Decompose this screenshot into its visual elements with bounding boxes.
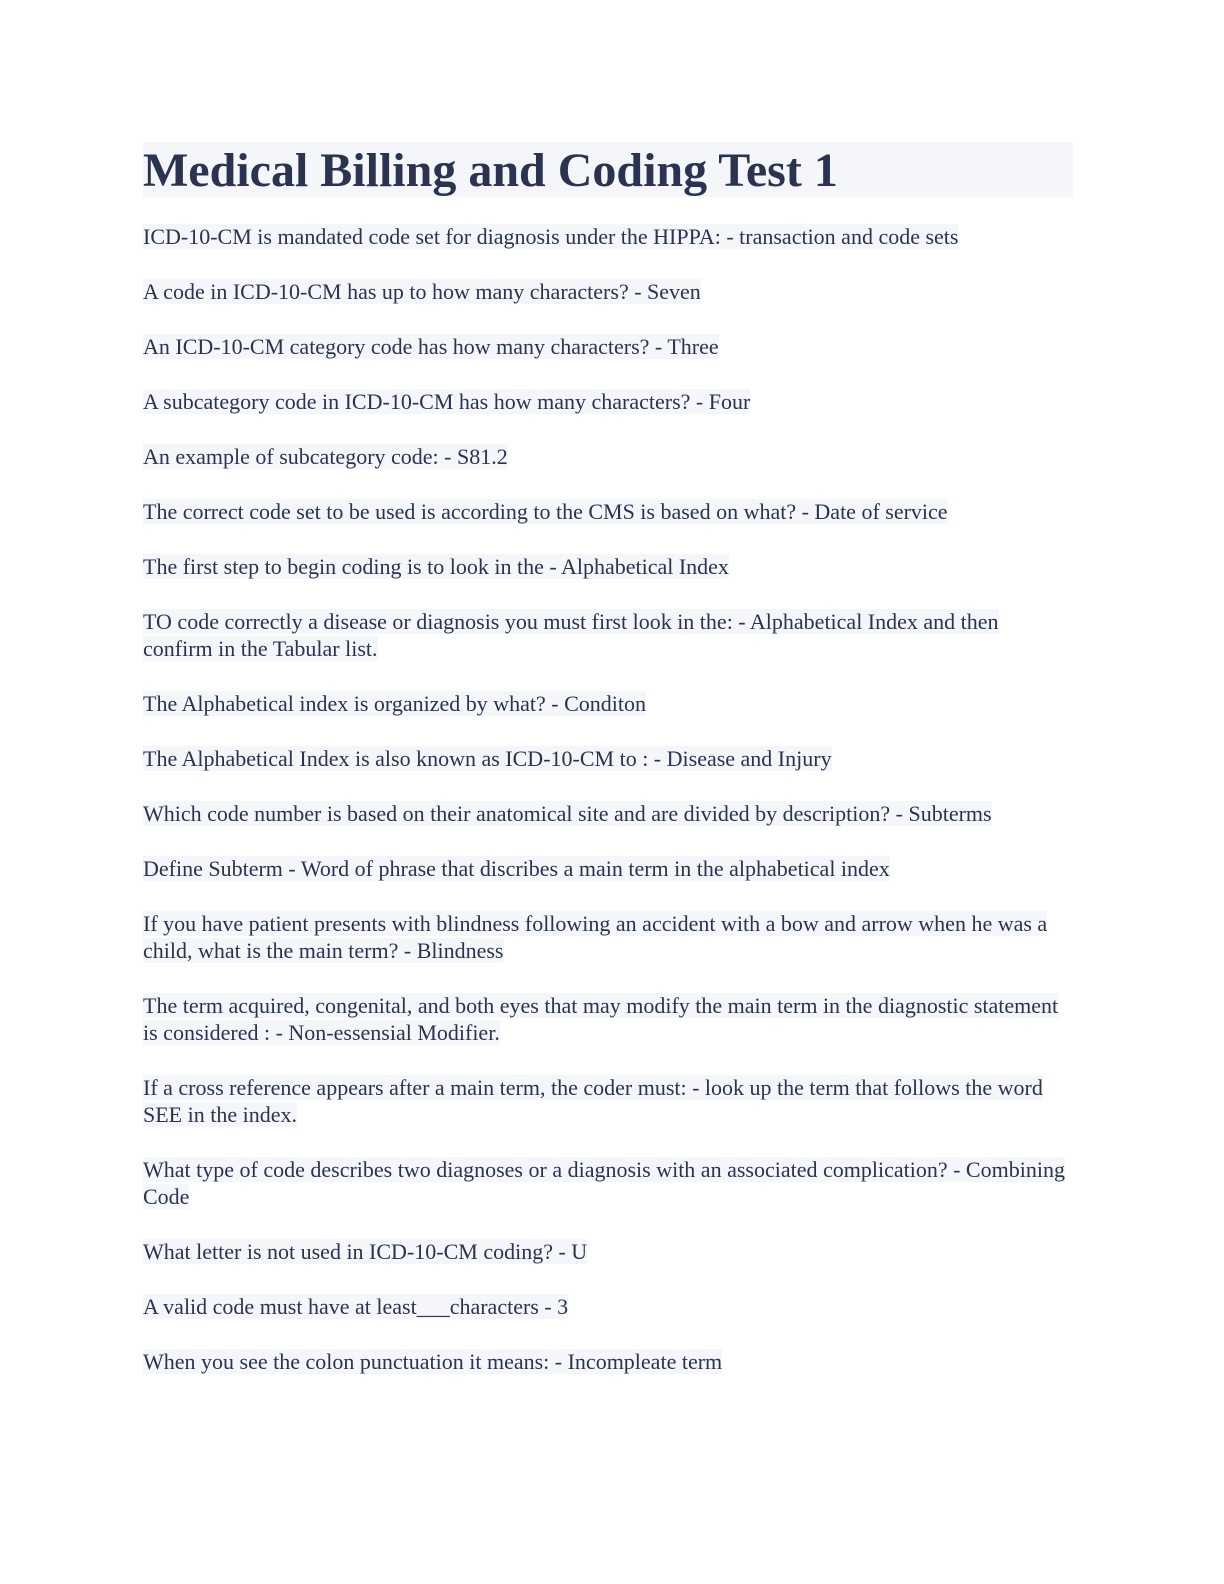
qa-text: The Alphabetical Index is also known as ICD-10-CM to : - Disease and Injury bbox=[143, 746, 832, 771]
qa-text: A code in ICD-10-CM has up to how many characters? - Seven bbox=[143, 279, 701, 304]
qa-text: The Alphabetical index is organized by what? - Conditon bbox=[143, 691, 647, 716]
qa-item bbox=[143, 608, 1073, 662]
qa-item bbox=[143, 1293, 1073, 1320]
qa-item bbox=[143, 690, 1073, 717]
title-block bbox=[143, 142, 1073, 197]
qa-text: ICD-10-CM is mandated code set for diagnosis under the HIPPA: - transaction and code sets bbox=[143, 224, 959, 249]
qa-text: When you see the colon punctuation it means: - Incompleate term bbox=[143, 1349, 723, 1374]
qa-text: A valid code must have at least___characters - 3 bbox=[143, 1294, 569, 1319]
qa-text: The first step to begin coding is to look in the - Alphabetical Index bbox=[143, 554, 729, 579]
page-title: Medical Billing and Coding Test 1 bbox=[143, 144, 838, 197]
qa-item bbox=[143, 745, 1073, 772]
qa-item bbox=[143, 498, 1073, 525]
document-page bbox=[143, 142, 1073, 1403]
qa-text: TO code correctly a disease or diagnosis you must first look in the: - Alphabetical Index and then confirm in the Tabular list. bbox=[143, 609, 999, 661]
qa-item bbox=[143, 278, 1073, 305]
qa-item bbox=[143, 333, 1073, 360]
qa-text: A subcategory code in ICD-10-CM has how many characters? - Four bbox=[143, 389, 751, 414]
qa-text: What type of code describes two diagnoses or a diagnosis with an associated complication? - Combining Code bbox=[143, 1157, 1065, 1209]
qa-item bbox=[143, 223, 1073, 250]
qa-item bbox=[143, 1156, 1073, 1210]
qa-item bbox=[143, 800, 1073, 827]
qa-item bbox=[143, 443, 1073, 470]
qa-item bbox=[143, 553, 1073, 580]
qa-text: Which code number is based on their anatomical site and are divided by description? - Subterms bbox=[143, 801, 992, 826]
qa-item bbox=[143, 1074, 1073, 1128]
qa-item bbox=[143, 1348, 1073, 1375]
qa-text: If you have patient presents with blindness following an accident with a bow and arrow when he was a child, what is the main term? - Blindness bbox=[143, 911, 1048, 963]
qa-text: The correct code set to be used is according to the CMS is based on what? - Date of service bbox=[143, 499, 948, 524]
qa-item bbox=[143, 1238, 1073, 1265]
qa-text: An example of subcategory code: - S81.2 bbox=[143, 444, 508, 469]
qa-item bbox=[143, 855, 1073, 882]
qa-item bbox=[143, 910, 1073, 964]
qa-text: The term acquired, congenital, and both eyes that may modify the main term in the diagnostic statement is considered : - Non-essensial Modifier. bbox=[143, 993, 1059, 1045]
qa-text: If a cross reference appears after a main term, the coder must: - look up the term that follows the word SEE in the index. bbox=[143, 1075, 1043, 1127]
qa-list bbox=[143, 223, 1073, 1375]
qa-text: Define Subterm - Word of phrase that discribes a main term in the alphabetical index bbox=[143, 856, 890, 881]
qa-text: What letter is not used in ICD-10-CM coding? - U bbox=[143, 1239, 588, 1264]
qa-item bbox=[143, 992, 1073, 1046]
qa-item bbox=[143, 388, 1073, 415]
qa-text: An ICD-10-CM category code has how many characters? - Three bbox=[143, 334, 719, 359]
